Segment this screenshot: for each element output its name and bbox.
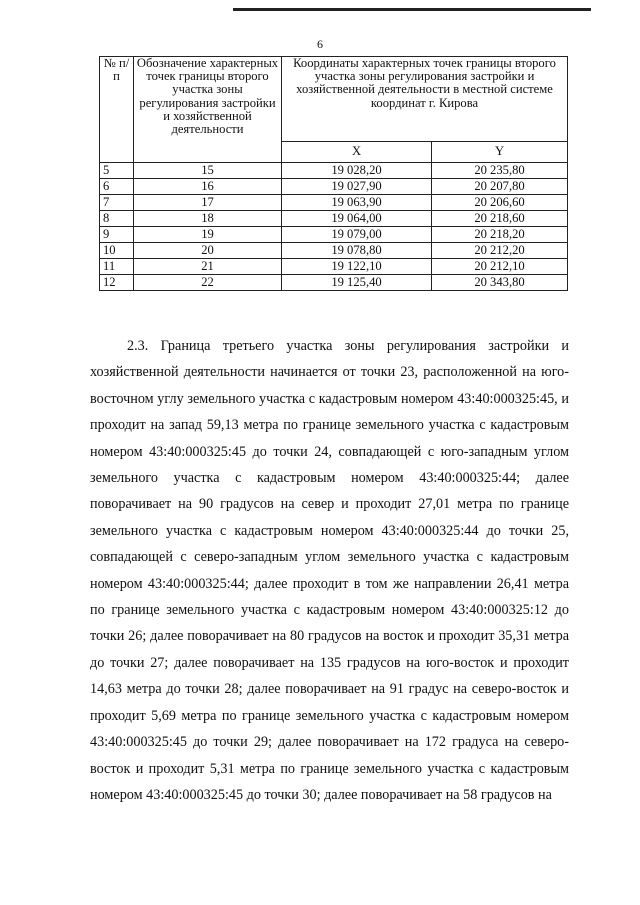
row-point: 18: [134, 211, 282, 227]
row-x: 19 064,00: [282, 211, 432, 227]
row-point: 17: [134, 195, 282, 211]
row-x: 19 079,00: [282, 227, 432, 243]
row-y: 20 207,80: [432, 179, 568, 195]
row-x: 19 125,40: [282, 275, 432, 291]
table-row: [100, 211, 568, 227]
row-x: 19 028,20: [282, 163, 432, 179]
table-row: [100, 259, 568, 275]
table-row: [100, 275, 568, 291]
row-point: 19: [134, 227, 282, 243]
row-point: 20: [134, 243, 282, 259]
row-x: 19 063,90: [282, 195, 432, 211]
row-number: 9: [100, 227, 134, 243]
table-row: [100, 179, 568, 195]
row-y: 20 212,20: [432, 243, 568, 259]
row-y: 20 206,60: [432, 195, 568, 211]
row-point: 16: [134, 179, 282, 195]
table-row: [100, 163, 568, 179]
row-y: 20 343,80: [432, 275, 568, 291]
row-y: 20 212,10: [432, 259, 568, 275]
row-number: 6: [100, 179, 134, 195]
row-x: 19 027,90: [282, 179, 432, 195]
page-number: 6: [317, 37, 323, 51]
row-x: 19 122,10: [282, 259, 432, 275]
row-number: 10: [100, 243, 134, 259]
header-point-name: Обозначение характерных точек границы второго участка зоны регулирования застройки и хозяйственной деятельности: [134, 57, 282, 163]
header-y: Y: [432, 142, 568, 163]
body-text: [90, 333, 569, 808]
row-y: 20 218,20: [432, 227, 568, 243]
row-number: 11: [100, 259, 134, 275]
table-row: [100, 195, 568, 211]
header-number: № п/п: [100, 57, 134, 163]
row-x: 19 078,80: [282, 243, 432, 259]
paragraph-2-3: 2.3. Граница третьего участка зоны регулирования застройки и хозяйственной деятельности начинается от точки 23, расположенной на юго-восточном углу земельного участка с кадастровым номером 43:40:000325:45, и проходит на запад 59,13 метра по границе земельного участка с кадастровым номером 43:40:000325:45 до точки 24, совпадающей с юго-западным углом земельного участка с кадастровым номером 43:40:000325:44; далее поворачивает на 90 градусов на север и проходит 27,01 метра по границе земельного участка с кадастровым номером 43:40:000325:44 до точки 25, совпадающей с северо-западным углом земельного участка с кадастровым номером 43:40:000325:44; далее проходит в том же направлении 26,41 метра по границе земельного участка с кадастровым номером 43:40:000325:12 до точки 26; далее поворачивает на 80 градусов на восток и проходит 35,31 метра до точки 27; далее поворачивает на 135 градусов на юго-восток и проходит 14,63 метра до точки 28; далее поворачивает на 91 градус на северо-восток и проходит 5,69 метра по границе земельного участка с кадастровым номером 43:40:000325:45 до точки 29; далее поворачивает на 172 градуса на северо-восток и проходит 5,31 метра по границе земельного участка с кадастровым номером 43:40:000325:45 до точки 30; далее поворачивает на 58 градусов на: [90, 338, 569, 803]
header-coordinates: Координаты характерных точек границы второго участка зоны регулирования застройки и хозяйственной деятельности в местной системе координат г. Кирова: [282, 57, 568, 142]
table-row: [100, 227, 568, 243]
row-number: 5: [100, 163, 134, 179]
row-number: 8: [100, 211, 134, 227]
table-row: [100, 243, 568, 259]
coordinates-table: [99, 56, 568, 291]
row-y: 20 218,60: [432, 211, 568, 227]
row-point: 15: [134, 163, 282, 179]
header-x: X: [282, 142, 432, 163]
row-y: 20 235,80: [432, 163, 568, 179]
row-point: 22: [134, 275, 282, 291]
top-rule: [233, 8, 591, 11]
row-number: 7: [100, 195, 134, 211]
row-point: 21: [134, 259, 282, 275]
row-number: 12: [100, 275, 134, 291]
